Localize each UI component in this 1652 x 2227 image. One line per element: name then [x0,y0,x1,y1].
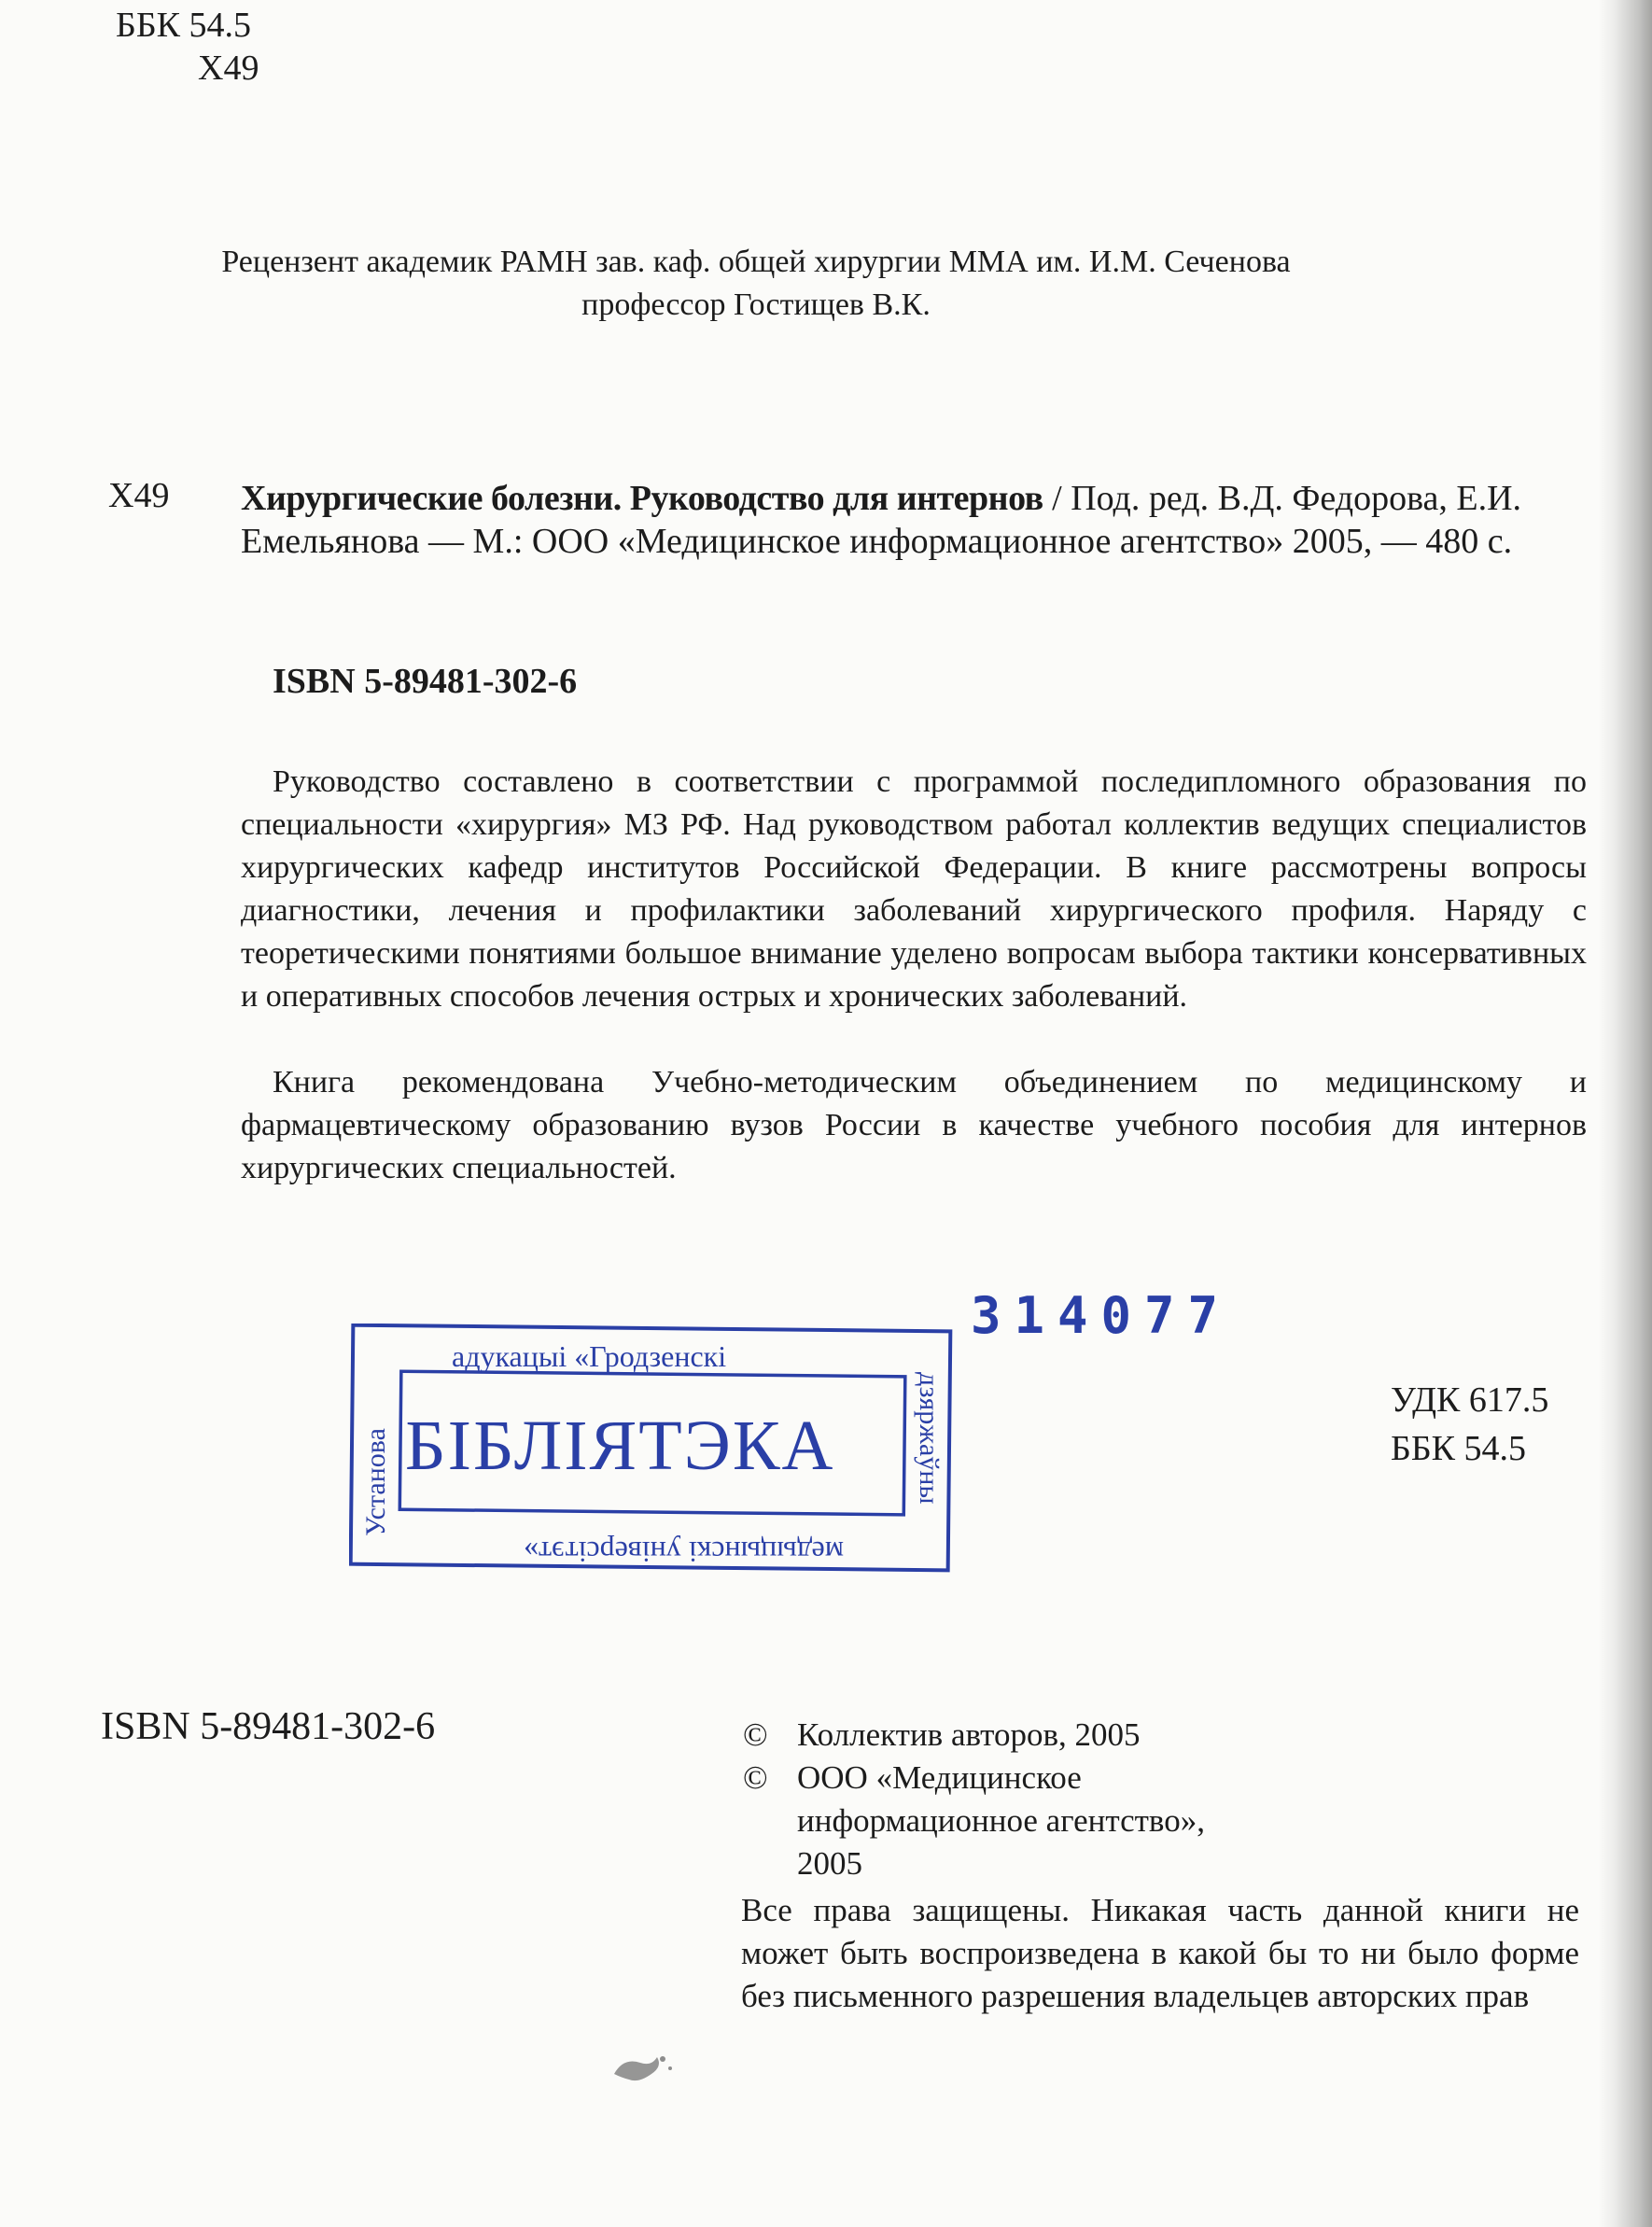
copyright-symbol: © [743,1716,768,1753]
copyright-symbol: © [743,1759,768,1796]
stamp-center-text: БІБЛІЯТЭКА [405,1407,835,1485]
library-stamp-graphic [349,1324,956,1576]
ink-blot-mark [605,2046,679,2101]
udk-code: УДК 617.5 [1391,1380,1549,1420]
author-mark-top: Х49 [198,49,259,88]
stamp-left-text: Установа [360,1428,391,1536]
classification-block [1391,1376,1548,1473]
copyright-text-2: ООО «Медицинское информационное агентство», 2005 [797,1759,1205,1882]
annotation-paragraph-1: Руководство составлено в соответствии с программой последипломного образования по специальности «хирургия» МЗ РФ. Над руководством работал коллектив ведущих специалистов хирургических кафедр институтов Российской Федерации. В книге рассмотрены вопросы диагностики, лечения и профилактики заболеваний хирургического профиля. Наряду с теоретическими понятиями большое внимание уделено вопросам выбора тактики консервативных и оперативных способов лечения острых и хронических заболеваний. [241,764,1587,1014]
inventory-number-stamp: 314077 [971,1286,1232,1345]
reviewer-line-2: профессор Гостищев В.К. [581,287,931,322]
reviewer-block [187,241,1325,327]
library-stamp [349,1324,956,1576]
isbn-bold: ISBN 5-89481-302-6 [273,662,578,701]
reviewer-line-1: Рецензент академик РАМН зав. каф. общей хирургии ММА им. И.М. Сеченова [221,245,1291,279]
page-edge-shadow [1598,0,1652,2227]
copyright-row-2 [743,1757,1583,1885]
annotation-paragraph-2: Книга рекомендована Учебно-методическим объединением по медицинскому и фармацевтическому образованию вузов России в качестве учебного пособия для интернов хирургических специальностей. [241,1065,1587,1185]
rights-notice: Все права защищены. Никакая часть данной книги не может быть воспроизведена в какой бы то ни было форме без письменного разрешения владельцев авторских прав [741,1892,1579,2014]
ink-blot-graphic [605,2046,679,2093]
stamp-right-text: дзяржаўны [914,1372,945,1505]
copyright-row-1 [743,1714,1583,1757]
book-title: Хирургические болезни. Руководство для интернов [241,479,1043,518]
isbn-footer: ISBN 5-89481-302-6 [101,1705,436,1748]
stamp-bottom-text: медыцынскі універсітэт» [524,1535,844,1569]
author-mark: Х49 [108,476,170,515]
bbk-code-top: ББК 54.5 [116,6,251,45]
stamp-top-text: адукацыі «Гродзенскі [452,1339,727,1373]
copyright-text-1: Коллектив авторов, 2005 [797,1716,1141,1753]
bibliographic-record [241,477,1547,563]
bbk-code: ББК 54.5 [1391,1429,1526,1468]
book-details: / Под. ред. В.Д. Федорова, Е.И. Емельянова — М.: ООО «Медицинское информационное агентство» 2005, — 480 с. [241,479,1522,561]
copyright-block [743,1714,1583,1885]
